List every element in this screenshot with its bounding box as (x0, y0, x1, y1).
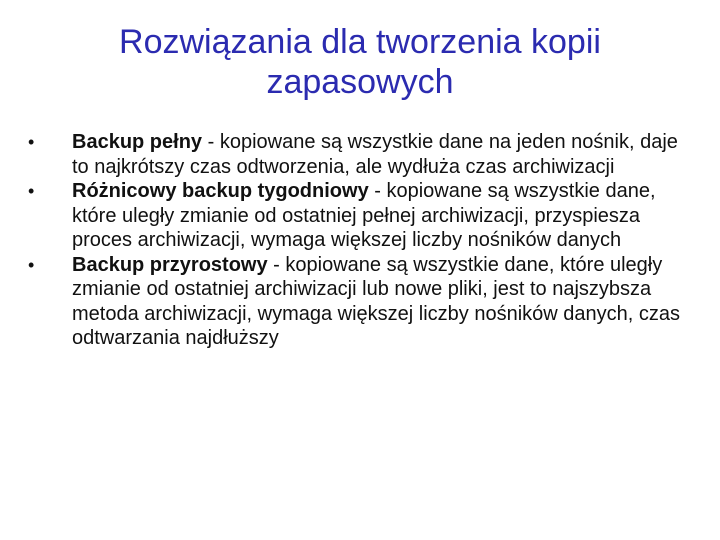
bullet-marker: • (28, 254, 35, 275)
slide-title-line-1: Rozwiązania dla tworzenia kopii (119, 23, 601, 61)
bullet-item-backup-przyrostowy (28, 253, 688, 351)
bullet-marker: • (28, 181, 35, 201)
bullet-list (28, 130, 688, 351)
bullet-item-backup-roznicowy (28, 179, 688, 253)
bullet-text: - kopiowane są wszystkie dane, które uległy zmianie od ostatniej archiwizacji lub nowe pliki, jest to najszybsza metoda archiwizacji, wymaga większej liczby nośników danych, czas odtwarzania najdłuższy (72, 253, 681, 349)
bullet-marker: • (28, 132, 35, 152)
bullet-item-backup-pelny (28, 130, 688, 179)
bullet-text: - kopiowane są wszystkie dane na jeden nośnik, daje to najkrótszy czas odtworzenia, ale wydłuża czas archiwizacji (72, 131, 678, 178)
slide-title-line-2: zapasowych (266, 63, 454, 101)
slide-title (36, 22, 684, 102)
bullet-term: Backup przyrostowy (72, 253, 268, 276)
bullet-text: - kopiowane są wszystkie dane, które uległy zmianie od ostatniej pełnej archiwizacji, przyspiesza proces archiwizacji, wymaga większej liczby nośników danych (72, 180, 656, 251)
bullet-term: Backup pełny (72, 131, 203, 153)
bullet-term: Różnicowy backup tygodniowy (72, 180, 369, 202)
